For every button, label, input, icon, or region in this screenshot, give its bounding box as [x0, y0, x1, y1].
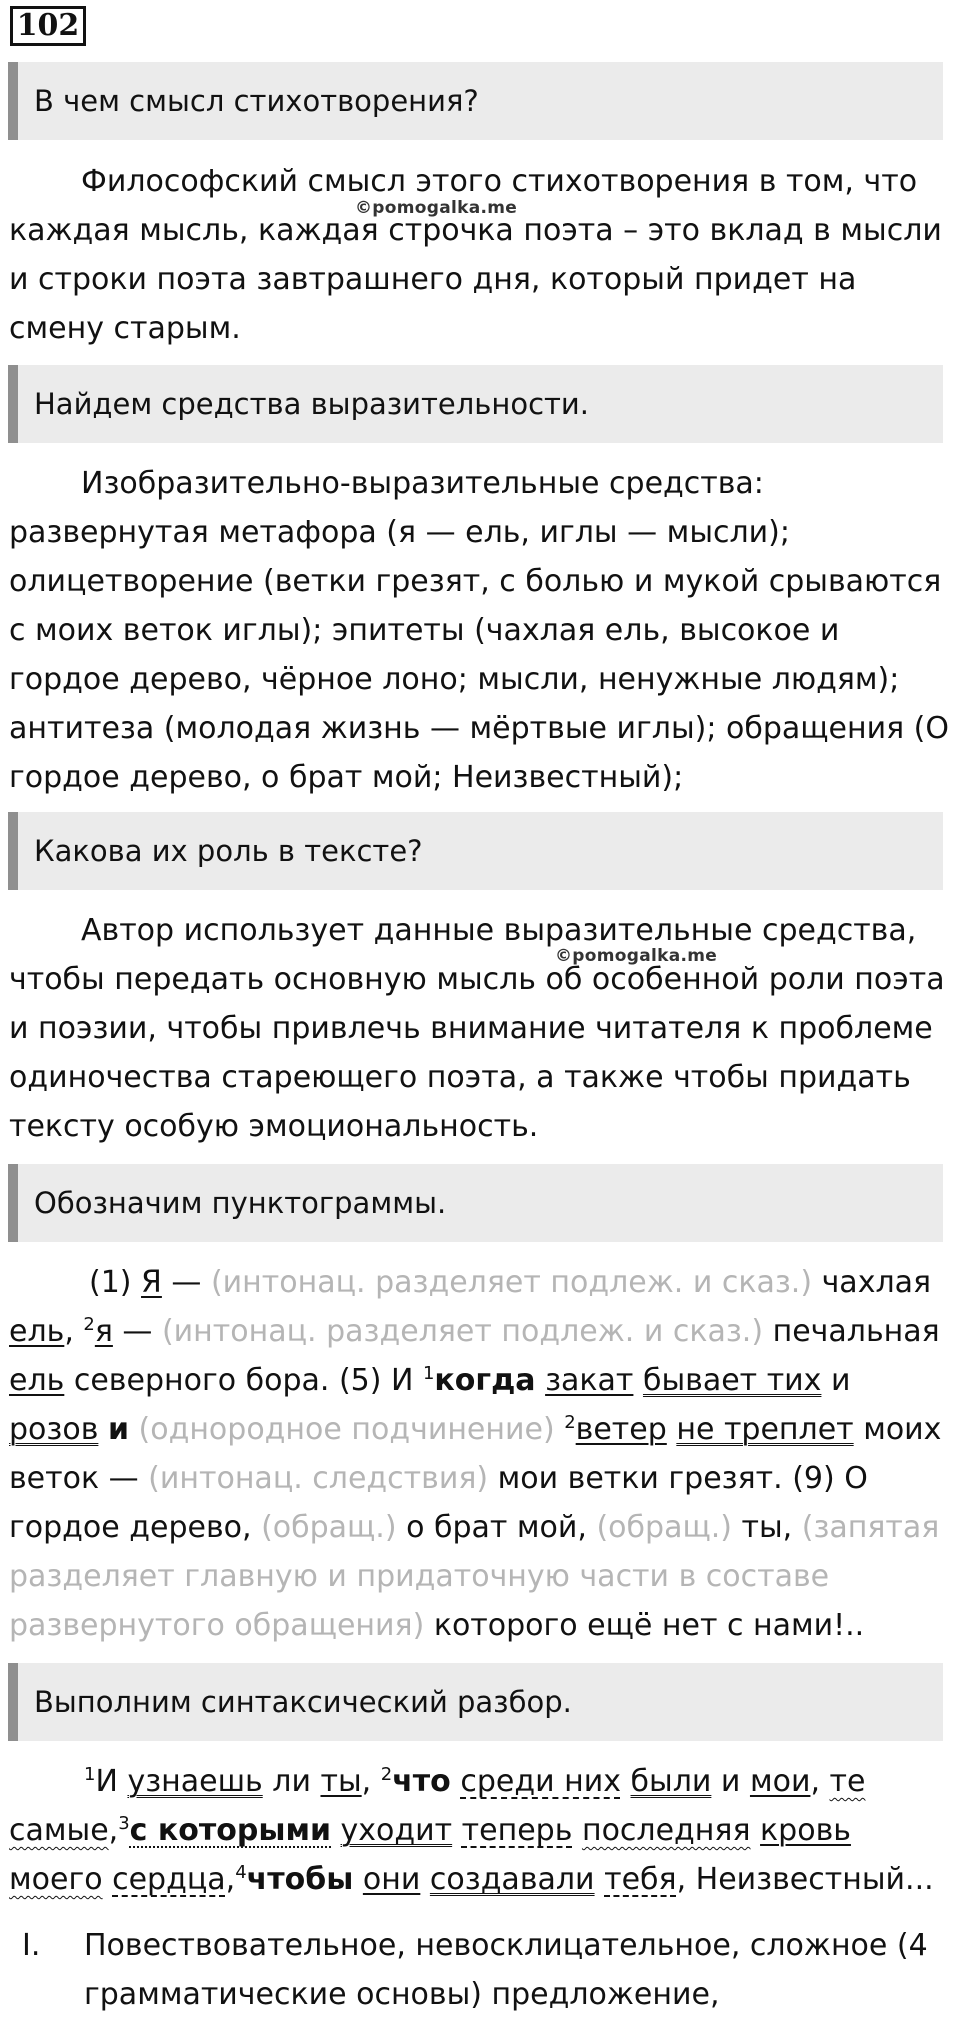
watermark: ©pomogalka.me [555, 946, 718, 966]
answer-meaning: Философский смысл этого стихотворения в том, что каждая мысль, каждая строчка поэта – это вклад в мысли и строки поэта завтрашнего дня, который придет на смену старым. [9, 164, 942, 346]
list-marker: I. [22, 1928, 41, 1963]
question-meaning [8, 62, 943, 140]
question-role-text: Какова их роль в тексте? [34, 834, 423, 868]
answer-devices: Изобразительно-выразительные средства: развернутая метафора (я — ель, иглы — мысли); олицетворение (ветки грезят, с болью и мукой срываются с моих веток иглы); эпитеты (чахлая ель, высокое и гордое дерево, чёрное лоно; мысли, ненужные людям); антитеза (молодая жизнь — мёртвые иглы); обращения (О гордое дерево, о брат мой; Неизвестный); [9, 466, 949, 795]
question-syntax [8, 1663, 943, 1741]
question-role [8, 812, 943, 890]
punctogram-text: (1) Я — (интонац. разделяет подлеж. и сказ.) чахлая ель, $^2$я — (интонац. разделяет подлеж. и сказ.) печальная ель северного бора. (5) И $^1$когда закат бывает тих и розов и (однородное подчинение) $^2$ветер не треплет моих веток — (интонац. следствия) мои ветки грезят. (9) О гордое дерево, (обращ.) о брат мой, (обращ.) ты, (запятая разделяет главную и придаточную части в составе развернутого обращения) которого ещё нет с нами!.. [9, 1265, 942, 1643]
task-number: 102 [10, 6, 86, 46]
question-punctograms [8, 1164, 943, 1242]
question-devices-text: Найдем средства выразительности. [34, 387, 589, 421]
list-item-text: Повествовательное, невосклицательное, сложное (4 грамматические основы) предложение, [84, 1928, 928, 2012]
syntax-sentence: $^1$И узнаешь ли ты, $^2$что среди них были и мои, те самые,$^3$с которыми уходит теперь последняя кровь моего сердца,$^4$чтобы они создавали тебя, Неизвестный... [9, 1764, 934, 1897]
question-meaning-text: В чем смысл стихотворения? [34, 84, 479, 118]
question-punctograms-text: Обозначим пунктограммы. [34, 1186, 447, 1220]
answer-role: Автор использует данные выразительные средства, чтобы передать основную мысль об особенной роли поэта и поэзии, чтобы привлечь внимание читателя к проблеме одиночества стареющего поэта, а также чтобы придать тексту особую эмоциональность. [9, 913, 945, 1144]
question-devices [8, 365, 943, 443]
question-syntax-text: Выполним синтаксический разбор. [34, 1685, 572, 1719]
analysis-list-item [22, 1921, 942, 2019]
watermark: ©pomogalka.me [355, 198, 518, 218]
